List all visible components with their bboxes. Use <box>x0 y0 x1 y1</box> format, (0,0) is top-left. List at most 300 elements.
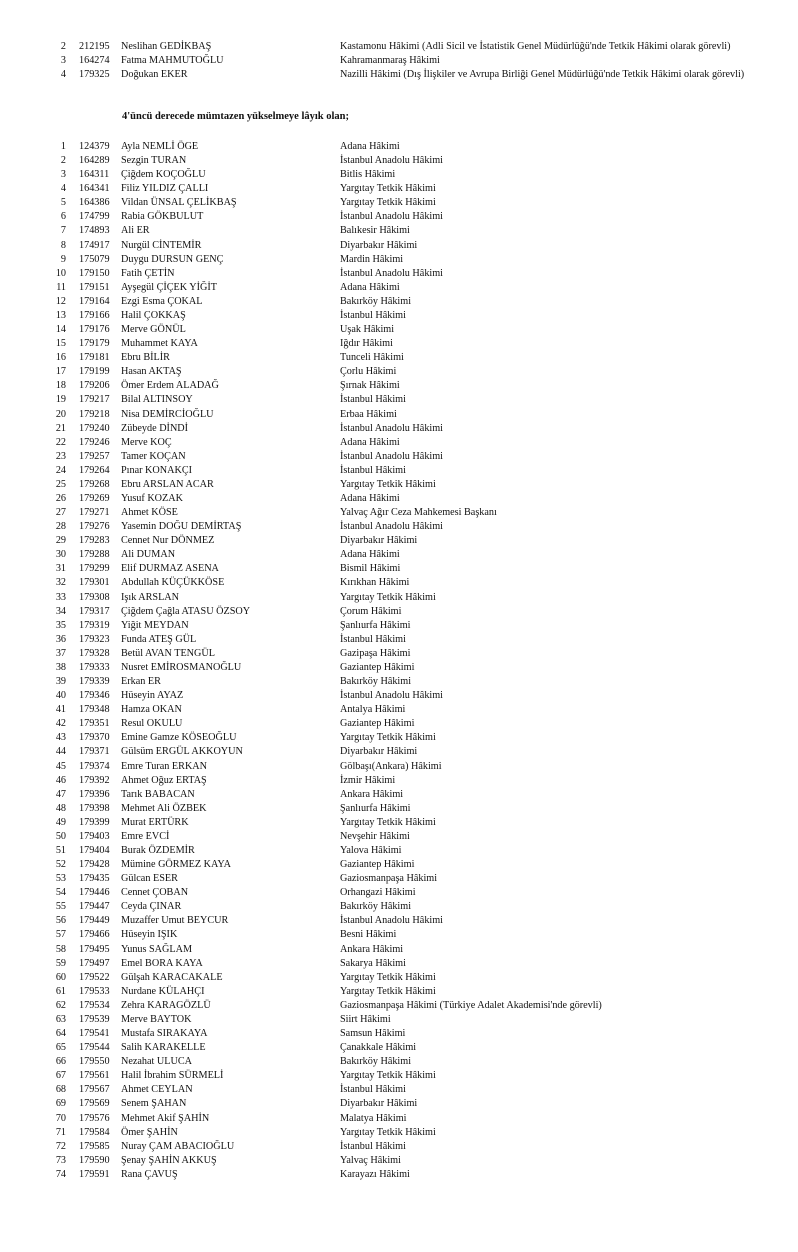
row-number: 27 <box>55 507 66 519</box>
position-title: Bakırköy Hâkimi <box>340 901 412 913</box>
position-title: Yargıtay Tetkik Hâkimi <box>340 971 436 983</box>
row-number: 56 <box>55 915 66 927</box>
row-number: 40 <box>55 690 66 702</box>
registry-number: 179257 <box>79 450 110 462</box>
registry-number: 179403 <box>79 830 110 842</box>
position-title: Bakırköy Hâkimi <box>340 676 412 688</box>
person-name: Abdullah KÜÇÜKKÖSE <box>121 577 225 589</box>
person-name: Murat ERTÜRK <box>121 816 189 828</box>
person-name: Emine Gamze KÖSEOĞLU <box>121 732 237 744</box>
list-row <box>0 844 798 858</box>
person-name: Gülcan ESER <box>121 873 178 885</box>
person-name: Senem ŞAHAN <box>121 1098 187 1110</box>
person-name: Halil İbrahim SÜRMELİ <box>121 1070 224 1082</box>
row-number: 28 <box>55 521 66 533</box>
list-row <box>0 872 798 886</box>
registry-number: 179333 <box>79 661 110 673</box>
list-row <box>0 1055 798 1069</box>
list-row <box>0 985 798 999</box>
person-name: Merve KOÇ <box>121 436 172 448</box>
person-name: Emre EVCİ <box>121 830 170 842</box>
person-name: Nusret EMİROSMANOĞLU <box>121 661 242 673</box>
person-name: Cennet ÇOBAN <box>121 887 189 899</box>
position-title: Bitlis Hâkimi <box>340 169 396 181</box>
row-number: 4 <box>60 183 66 195</box>
row-number: 62 <box>55 999 66 1011</box>
person-name: Burak ÖZDEMİR <box>121 845 195 856</box>
registry-number: 179319 <box>79 619 110 631</box>
position-title: Nevşehir Hâkimi <box>340 830 410 842</box>
list-row <box>0 731 798 745</box>
person-name: Ömer Erdem ALADAĞ <box>121 380 219 392</box>
person-name: Ayla NEMLİ ÖGE <box>121 141 199 152</box>
registry-number: 179576 <box>79 1112 110 1124</box>
list-row <box>0 591 798 605</box>
registry-number: 164341 <box>79 183 110 195</box>
row-number: 16 <box>55 352 66 364</box>
row-number: 39 <box>55 676 66 688</box>
list-row <box>0 1013 798 1027</box>
row-number: 1 <box>60 141 66 152</box>
row-number: 64 <box>55 1028 66 1040</box>
position-title: Şanlıurfa Hâkimi <box>340 802 411 814</box>
row-number: 57 <box>55 929 66 941</box>
person-name: Nurgül CİNTEMİR <box>121 239 202 251</box>
person-name: Yasemin DOĞU DEMİRTAŞ <box>121 521 242 533</box>
position-title: İstanbul Hâkimi <box>340 464 406 476</box>
list-row <box>0 534 798 548</box>
position-title: İstanbul Hâkimi <box>340 309 406 321</box>
row-number: 14 <box>55 324 66 336</box>
person-name: Fatma MAHMUTOĞLU <box>121 55 224 67</box>
position-title: Şanlıurfa Hâkimi <box>340 619 411 631</box>
person-name: Yusuf KOZAK <box>121 493 183 504</box>
registry-number: 179325 <box>79 69 110 81</box>
position-title: Gaziantep Hâkimi <box>340 661 415 673</box>
registry-number: 179447 <box>79 901 110 913</box>
person-name: Doğukan EKER <box>121 69 188 81</box>
position-title: Sakarya Hâkimi <box>340 957 406 969</box>
position-title: Kastamonu Hâkimi (Adli Sicil ve İstatistik Genel Müdürlüğü'nde Tetkik Hâkimi olarak görevli) <box>340 41 731 52</box>
list-row <box>0 40 798 54</box>
person-name: Gülsüm ERGÜL AKKOYUN <box>121 746 243 758</box>
registry-number: 179151 <box>79 281 110 293</box>
position-title: İstanbul Anadolu Hâkimi <box>340 155 443 167</box>
position-title: Samsun Hâkimi <box>340 1028 406 1040</box>
position-title: Tunceli Hâkimi <box>340 352 404 364</box>
position-title: Malatya Hâkimi <box>340 1112 407 1124</box>
position-title: İstanbul Anadolu Hâkimi <box>340 450 443 462</box>
person-name: Tarık BABACAN <box>121 788 195 800</box>
registry-number: 179374 <box>79 760 110 772</box>
person-name: Rabia GÖKBULUT <box>121 211 204 223</box>
row-number: 24 <box>55 464 66 476</box>
person-name: Gülşah KARACAKALE <box>121 971 223 983</box>
person-name: Mehmet Akif ŞAHİN <box>121 1112 210 1124</box>
registry-number: 179299 <box>79 563 110 575</box>
position-title: Çorlu Hâkimi <box>340 366 397 378</box>
registry-number: 179561 <box>79 1070 110 1082</box>
list-row <box>0 168 798 182</box>
person-name: Çiğdem KOÇOĞLU <box>121 169 206 181</box>
list-row <box>0 182 798 196</box>
row-number: 71 <box>55 1126 66 1138</box>
person-name: Funda ATEŞ GÜL <box>121 633 197 645</box>
list-row <box>0 1126 798 1140</box>
position-title: İstanbul Anadolu Hâkimi <box>340 267 443 279</box>
list-row <box>0 802 798 816</box>
registry-number: 174917 <box>79 239 110 251</box>
person-name: Ahmet CEYLAN <box>121 1084 193 1096</box>
list-row <box>0 422 798 436</box>
list-row <box>0 464 798 478</box>
position-title: Kırıkhan Hâkimi <box>340 577 410 589</box>
registry-number: 179288 <box>79 549 110 561</box>
registry-number: 164386 <box>79 197 110 209</box>
position-title: İstanbul Hâkimi <box>340 633 406 645</box>
position-title: Çorum Hâkimi <box>340 605 402 617</box>
position-title: Adana Hâkimi <box>340 281 400 293</box>
row-number: 26 <box>55 493 66 504</box>
registry-number: 179323 <box>79 633 110 645</box>
list-row <box>0 323 798 337</box>
list-row <box>0 196 798 210</box>
registry-number: 179591 <box>79 1168 110 1180</box>
registry-number: 179328 <box>79 647 110 659</box>
row-number: 23 <box>55 450 66 462</box>
registry-number: 179371 <box>79 746 110 758</box>
position-title: Ankara Hâkimi <box>340 788 404 800</box>
list-row <box>0 900 798 914</box>
position-title: Erbaa Hâkimi <box>340 408 397 420</box>
row-number: 5 <box>60 197 66 209</box>
registry-number: 179206 <box>79 380 110 392</box>
person-name: Ali ER <box>121 225 150 237</box>
row-number: 41 <box>55 704 66 716</box>
row-number: 68 <box>55 1084 66 1096</box>
registry-number: 179218 <box>79 408 110 420</box>
row-number: 21 <box>55 422 66 434</box>
position-title: Uşak Hâkimi <box>340 324 395 336</box>
position-title: Gölbaşı(Ankara) Hâkimi <box>340 760 442 772</box>
registry-number: 124379 <box>79 141 110 152</box>
registry-number: 179435 <box>79 873 110 885</box>
list-row <box>0 351 798 365</box>
position-title: Balıkesir Hâkimi <box>340 225 410 237</box>
row-number: 74 <box>55 1168 66 1180</box>
row-number: 11 <box>56 281 66 293</box>
registry-number: 179522 <box>79 971 110 983</box>
list-row <box>0 1112 798 1126</box>
registry-number: 179399 <box>79 816 110 828</box>
position-title: İzmir Hâkimi <box>340 774 396 786</box>
registry-number: 179550 <box>79 1056 110 1068</box>
person-name: Yiğit MEYDAN <box>121 619 189 631</box>
position-title: İstanbul Anadolu Hâkimi <box>340 915 443 927</box>
row-number: 46 <box>55 774 66 786</box>
list-row <box>0 337 798 351</box>
row-number: 22 <box>55 436 66 448</box>
row-number: 67 <box>55 1070 66 1082</box>
registry-number: 179339 <box>79 676 110 688</box>
person-name: Muzaffer Umut BEYCUR <box>121 915 229 927</box>
list-row <box>0 253 798 267</box>
row-number: 54 <box>55 887 66 899</box>
registry-number: 179569 <box>79 1098 110 1110</box>
position-title: Diyarbakır Hâkimi <box>340 1098 418 1110</box>
registry-number: 179268 <box>79 478 110 490</box>
person-name: Salih KARAKELLE <box>121 1042 206 1054</box>
row-number: 59 <box>55 957 66 969</box>
person-name: Fatih ÇETİN <box>121 267 175 279</box>
person-name: Tamer KOÇAN <box>121 450 186 462</box>
registry-number: 179346 <box>79 690 110 702</box>
position-title: Siirt Hâkimi <box>340 1013 391 1025</box>
row-number: 48 <box>55 802 66 814</box>
person-name: Nisa DEMİRCİOĞLU <box>121 408 214 420</box>
position-title: İstanbul Anadolu Hâkimi <box>340 422 443 434</box>
list-row <box>0 717 798 731</box>
position-title: İstanbul Anadolu Hâkimi <box>340 521 443 533</box>
list-row <box>0 506 798 520</box>
registry-number: 179396 <box>79 788 110 800</box>
position-title: Yargıtay Tetkik Hâkimi <box>340 197 436 209</box>
position-title: Iğdır Hâkimi <box>340 338 393 350</box>
row-number: 33 <box>55 591 66 603</box>
registry-number: 179179 <box>79 338 110 350</box>
position-title: İstanbul Hâkimi <box>340 1084 406 1096</box>
position-title: Orhangazi Hâkimi <box>340 887 416 899</box>
registry-number: 179348 <box>79 704 110 716</box>
registry-number: 164289 <box>79 155 110 167</box>
registry-number: 179449 <box>79 915 110 927</box>
row-number: 34 <box>55 605 66 617</box>
registry-number: 164311 <box>79 169 110 181</box>
position-title: Kahramanmaraş Hâkimi <box>340 55 440 67</box>
position-title: Adana Hâkimi <box>340 436 400 448</box>
row-number: 58 <box>55 943 66 955</box>
row-number: 8 <box>60 239 66 251</box>
row-number: 49 <box>55 816 66 828</box>
registry-number: 179217 <box>79 394 110 406</box>
list-row <box>0 914 798 928</box>
person-name: Ahmet KÖSE <box>121 507 178 519</box>
registry-number: 179590 <box>79 1154 110 1166</box>
registry-number: 179199 <box>79 366 110 378</box>
position-title: Antalya Hâkimi <box>340 704 406 716</box>
person-name: Ebru BİLİR <box>121 352 170 364</box>
registry-number: 174799 <box>79 211 110 223</box>
position-title: Mardin Hâkimi <box>340 253 404 265</box>
position-title: Şırnak Hâkimi <box>340 380 400 392</box>
registry-number: 179246 <box>79 436 110 448</box>
registry-number: 179308 <box>79 591 110 603</box>
registry-number: 179166 <box>79 309 110 321</box>
row-number: 35 <box>55 619 66 631</box>
person-name: Şenay ŞAHİN AKKUŞ <box>121 1154 217 1166</box>
registry-number: 174893 <box>79 225 110 237</box>
registry-number: 179301 <box>79 577 110 589</box>
person-name: Duygu DURSUN GENÇ <box>121 253 224 265</box>
registry-number: 179544 <box>79 1042 110 1054</box>
position-title: Nazilli Hâkimi (Dış İlişkiler ve Avrupa Birliği Genel Müdürlüğü'nde Tetkik Hâkimi olarak görevli) <box>340 69 745 81</box>
row-number: 42 <box>55 718 66 730</box>
person-name: Erkan ER <box>121 676 161 688</box>
registry-number: 179164 <box>79 295 110 307</box>
registry-number: 179264 <box>79 464 110 476</box>
person-name: Elif DURMAZ ASENA <box>121 563 219 575</box>
position-title: Diyarbakır Hâkimi <box>340 239 418 251</box>
list-row <box>0 774 798 788</box>
list-row <box>0 619 798 633</box>
registry-number: 179271 <box>79 507 110 519</box>
registry-number: 179240 <box>79 422 110 434</box>
position-title: Yargıtay Tetkik Hâkimi <box>340 1070 436 1082</box>
list-row <box>0 379 798 393</box>
row-number: 73 <box>55 1154 66 1166</box>
row-number: 65 <box>55 1042 66 1054</box>
person-name: Resul OKULU <box>121 718 183 730</box>
row-number: 4 <box>60 69 66 81</box>
row-number: 45 <box>55 760 66 772</box>
registry-number: 179283 <box>79 535 110 547</box>
registry-number: 179534 <box>79 999 110 1011</box>
person-name: Ali DUMAN <box>121 549 176 561</box>
person-name: Yunus SAĞLAM <box>121 943 193 955</box>
registry-number: 179351 <box>79 718 110 730</box>
person-name: Nezahat ULUCA <box>121 1056 193 1068</box>
person-name: Hasan AKTAŞ <box>121 366 182 378</box>
registry-number: 179584 <box>79 1126 110 1138</box>
list-row <box>0 928 798 942</box>
list-row <box>0 239 798 253</box>
row-number: 53 <box>55 873 66 885</box>
position-title: Bakırköy Hâkimi <box>340 295 412 307</box>
list-row <box>0 788 798 802</box>
person-name: Mümine GÖRMEZ KAYA <box>121 859 231 871</box>
person-name: Ceyda ÇINAR <box>121 901 182 913</box>
list-row <box>0 647 798 661</box>
row-number: 55 <box>55 901 66 913</box>
position-title: Diyarbakır Hâkimi <box>340 746 418 758</box>
position-title: Gaziantep Hâkimi <box>340 718 415 730</box>
row-number: 2 <box>60 155 66 167</box>
list-row <box>0 295 798 309</box>
row-number: 60 <box>55 971 66 983</box>
registry-number: 179428 <box>79 859 110 871</box>
list-row <box>0 1168 798 1182</box>
registry-number: 179269 <box>79 493 110 504</box>
person-name: Pınar KONAKÇI <box>121 464 193 476</box>
list-row <box>0 68 798 82</box>
list-row <box>0 605 798 619</box>
row-number: 52 <box>55 859 66 871</box>
person-name: Işık ARSLAN <box>121 591 180 603</box>
person-name: Filiz YILDIZ ÇALLI <box>121 183 209 195</box>
position-title: İstanbul Anadolu Hâkimi <box>340 690 443 702</box>
row-number: 50 <box>55 830 66 842</box>
person-name: Neslihan GEDİKBAŞ <box>121 41 212 52</box>
person-name: Mehmet Ali ÖZBEK <box>121 802 207 814</box>
person-name: Nuray ÇAM ABACIOĞLU <box>121 1140 235 1152</box>
registry-number: 179276 <box>79 521 110 533</box>
list-row <box>0 760 798 774</box>
list-row <box>0 1097 798 1111</box>
list-row <box>0 309 798 323</box>
registry-number: 179392 <box>79 774 110 786</box>
person-name: Hamza OKAN <box>121 704 182 716</box>
list-row <box>0 1154 798 1168</box>
list-row <box>0 703 798 717</box>
registry-number: 179585 <box>79 1140 110 1152</box>
registry-number: 164274 <box>79 55 110 67</box>
list-row <box>0 436 798 450</box>
row-number: 47 <box>55 788 66 800</box>
list-row <box>0 943 798 957</box>
person-name: Muhammet KAYA <box>121 338 198 350</box>
position-title: Yargıtay Tetkik Hâkimi <box>340 183 436 195</box>
registry-number: 179446 <box>79 887 110 899</box>
position-title: Yalvaç Ağır Ceza Mahkemesi Başkanı <box>340 507 497 519</box>
position-title: Gaziantep Hâkimi <box>340 859 415 871</box>
row-number: 3 <box>60 55 66 67</box>
registry-number: 179398 <box>79 802 110 814</box>
person-name: Zehra KARAGÖZLÜ <box>121 999 211 1011</box>
row-number: 63 <box>55 1013 66 1025</box>
person-name: Hüseyin AYAZ <box>121 690 184 702</box>
row-number: 66 <box>55 1056 66 1068</box>
row-number: 43 <box>55 732 66 744</box>
row-number: 13 <box>55 309 66 321</box>
list-row <box>0 1027 798 1041</box>
registry-number: 179150 <box>79 267 110 279</box>
row-number: 69 <box>55 1098 66 1110</box>
list-row <box>0 1069 798 1083</box>
position-title: Yargıtay Tetkik Hâkimi <box>340 591 436 603</box>
registry-number: 179181 <box>79 352 110 364</box>
position-title: Bakırköy Hâkimi <box>340 1056 412 1068</box>
registry-number: 179533 <box>79 985 110 997</box>
list-row <box>0 408 798 422</box>
person-name: Bilal ALTINSOY <box>121 394 193 406</box>
person-name: Ebru ARSLAN ACAR <box>121 478 214 490</box>
row-number: 70 <box>55 1112 66 1124</box>
list-row <box>0 1041 798 1055</box>
list-row <box>0 1140 798 1154</box>
person-name: Vildan ÜNSAL ÇELİKBAŞ <box>121 197 237 209</box>
person-name: Betül AVAN TENGÜL <box>121 647 215 659</box>
list-row <box>0 548 798 562</box>
person-name: Ezgi Esma ÇOKAL <box>121 295 203 307</box>
person-name: Merve GÖNÜL <box>121 324 186 336</box>
registry-number: 179495 <box>79 943 110 955</box>
position-title: Yargıtay Tetkik Hâkimi <box>340 478 436 490</box>
position-title: Adana Hâkimi <box>340 141 400 152</box>
list-row <box>0 562 798 576</box>
position-title: Yalova Hâkimi <box>340 845 402 856</box>
list-row <box>0 210 798 224</box>
person-name: Mustafa SIRAKAYA <box>121 1028 208 1040</box>
person-name: Rana ÇAVUŞ <box>121 1168 178 1180</box>
row-number: 12 <box>55 295 66 307</box>
list-row <box>0 393 798 407</box>
row-number: 2 <box>60 41 66 52</box>
row-number: 51 <box>55 845 66 856</box>
row-number: 18 <box>55 380 66 392</box>
position-title: Yargıtay Tetkik Hâkimi <box>340 985 436 997</box>
registry-number: 179466 <box>79 929 110 941</box>
list-row <box>0 999 798 1013</box>
